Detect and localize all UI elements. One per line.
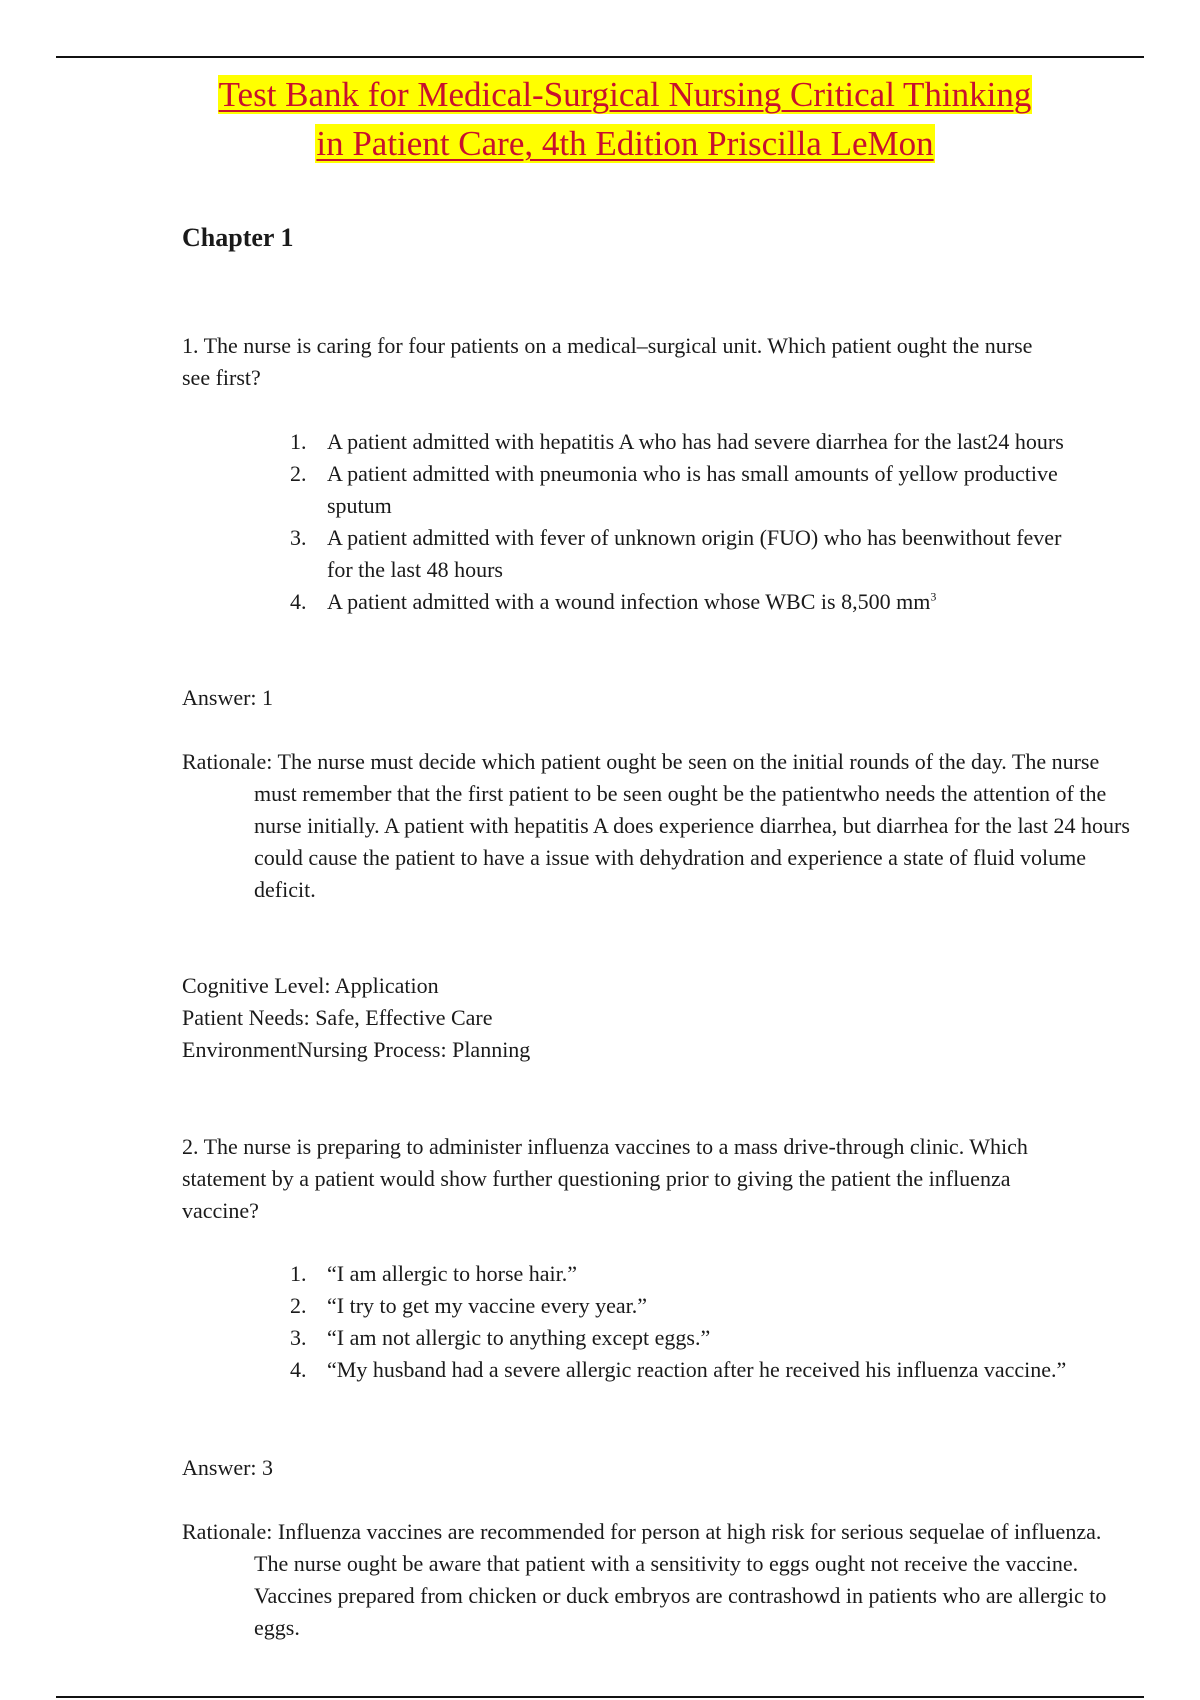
option-number: 1. xyxy=(290,1261,307,1286)
nursing-process: EnvironmentNursing Process: Planning xyxy=(182,1037,531,1062)
option-number: 2. xyxy=(290,461,307,486)
option-number: 2. xyxy=(290,1293,307,1318)
option-item xyxy=(290,426,1070,458)
option-number: 3. xyxy=(290,525,307,550)
option-text: “I try to get my vaccine every year.” xyxy=(327,1293,648,1318)
question-stem: 1. The nurse is caring for four patients on a medical–surgical unit. Which patient ought the nurse see first? xyxy=(182,333,1033,390)
question-1-options xyxy=(290,426,1070,618)
question-2-stem-block xyxy=(182,1131,1062,1227)
option-text: “I am not allergic to anything except eggs.” xyxy=(327,1325,711,1350)
option-text: “My husband had a severe allergic reaction after he received his influenza vaccine.” xyxy=(327,1357,1067,1382)
question-1-meta xyxy=(182,970,1062,1066)
option-item xyxy=(290,1322,1070,1354)
superscript: 3 xyxy=(930,589,937,604)
title-line-2: in Patient Care, 4th Edition Priscilla LeMon xyxy=(316,124,934,163)
question-1-stem-block xyxy=(182,330,1062,394)
bottom-rule xyxy=(56,1696,1144,1698)
title-line-1: Test Bank for Medical-Surgical Nursing Critical Thinking xyxy=(218,75,1032,114)
answer-text: Answer: 1 xyxy=(182,685,274,710)
question-2-options xyxy=(290,1258,1070,1386)
patient-needs: Patient Needs: Safe, Effective Care xyxy=(182,1005,493,1030)
question-1-rationale xyxy=(182,746,1134,906)
option-text: “I am allergic to horse hair.” xyxy=(327,1261,578,1286)
option-number: 4. xyxy=(290,1357,307,1382)
rationale-text: Rationale: Influenza vaccines are recommended for person at high risk for serious sequelae of influenza. The nurse ought be aware that patient with a sensitivity to eggs ought not receive the vaccine. Vaccines prepared from chicken or duck embryos are contrashowd in patients who are allergic to eggs. xyxy=(182,1519,1107,1640)
option-number: 3. xyxy=(290,1325,307,1350)
option-text: A patient admitted with a wound infection whose WBC is 8,500 mm xyxy=(327,589,931,614)
option-text: A patient admitted with hepatitis A who has had severe diarrhea for the last24 hours xyxy=(327,429,1064,454)
question-1-answer xyxy=(182,682,1062,714)
question-2-answer xyxy=(182,1452,1062,1484)
answer-text: Answer: 3 xyxy=(182,1455,274,1480)
option-item xyxy=(290,1354,1070,1386)
option-number: 1. xyxy=(290,429,307,454)
document-title xyxy=(60,70,1190,168)
option-text: A patient admitted with fever of unknown origin (FUO) who has beenwithout fever for the last 48 hours xyxy=(327,525,1062,582)
question-2-rationale xyxy=(182,1516,1134,1644)
option-item xyxy=(290,458,1070,522)
option-item xyxy=(290,1290,1070,1322)
rationale-text: Rationale: The nurse must decide which patient ought be seen on the initial rounds of the day. The nurse must remember that the first patient to be seen ought be the patientwho needs the attention of the nurse initially. A patient with hepatitis A does experience diarrhea, but diarrhea for the last 24 hours could cause the patient to have a issue with dehydration and experience a state of fluid volume deficit. xyxy=(182,749,1130,902)
option-text: A patient admitted with pneumonia who is has small amounts of yellow productive sputum xyxy=(327,461,1058,518)
option-item xyxy=(290,522,1070,586)
chapter-heading: Chapter 1 xyxy=(182,223,294,252)
option-item xyxy=(290,586,1070,618)
top-rule xyxy=(56,56,1144,58)
question-stem: 2. The nurse is preparing to administer influenza vaccines to a mass drive-through clinic. Which statement by a patient would show further questioning prior to giving the patient the influenza vaccine? xyxy=(182,1134,1028,1223)
option-item xyxy=(290,1258,1070,1290)
cognitive-level: Cognitive Level: Application xyxy=(182,973,439,998)
option-number: 4. xyxy=(290,589,307,614)
